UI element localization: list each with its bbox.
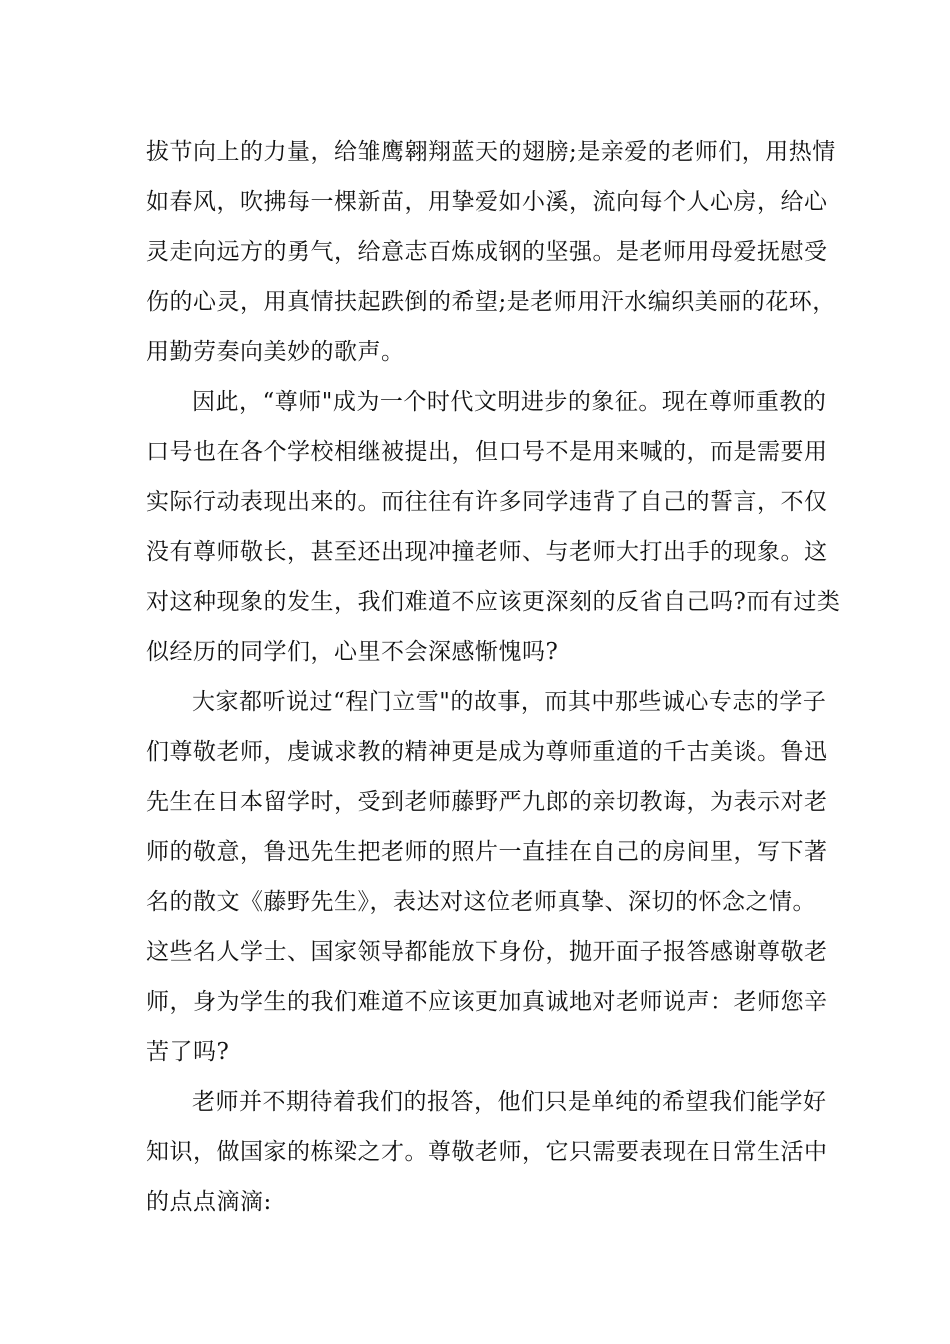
text-line: 拔节向上的力量，给雏鹰翱翔蓝天的翅膀;是亲爱的老师们，用热情 xyxy=(146,139,836,165)
text-line: 老师并不期待着我们的报答，他们只是单纯的希望我们能学好 xyxy=(192,1089,827,1115)
text-line: 知识，做国家的栋梁之才。尊敬老师，它只需要表现在日常生活中 xyxy=(146,1139,828,1165)
text-line: 名的散文《藤野先生》，表达对这位老师真挚、深切的怀念之情。 xyxy=(146,889,816,915)
text-line: 实际行动表现出来的。而往往有许多同学违背了自己的誓言，不仅 xyxy=(146,489,828,515)
text-line: 先生在日本留学时，受到老师藤野严九郎的亲切教诲，为表示对老 xyxy=(146,789,828,815)
text-line: 口号也在各个学校相继被提出，但口号不是用来喊的，而是需要用 xyxy=(146,439,828,465)
text-line: 对这种现象的发生，我们难道不应该更深刻的反省自己吗?而有过类 xyxy=(146,589,841,615)
text-line: 没有尊师敬长，甚至还出现冲撞老师、与老师大打出手的现象。这 xyxy=(146,539,828,565)
text-line: 师，身为学生的我们难道不应该更加真诚地对老师说声：老师您辛 xyxy=(146,989,828,1015)
text-line: 灵走向远方的勇气，给意志百炼成钢的坚强。是老师用母爱抚慰受 xyxy=(146,239,828,265)
text-line: 大家都听说过“程门立雪"的故事，而其中那些诚心专志的学子 xyxy=(192,689,827,715)
text-line: 的点点滴滴: xyxy=(146,1189,272,1215)
text-line: 伤的心灵，用真情扶起跌倒的希望;是老师用汗水编织美丽的花环， xyxy=(146,289,836,315)
text-line: 似经历的同学们，心里不会深感惭愧吗? xyxy=(146,639,559,665)
text-line: 苦了吗? xyxy=(146,1039,230,1065)
text-line: 因此，“尊师"成为一个时代文明进步的象征。现在尊师重教的 xyxy=(192,389,827,415)
text-line: 用勤劳奏向美妙的歌声。 xyxy=(146,339,405,365)
text-line: 这些名人学士、国家领导都能放下身份，抛开面子报答感谢尊敬老 xyxy=(146,939,828,965)
text-line: 如春风，吹拂每一棵新苗，用挚爱如小溪，流向每个人心房，给心 xyxy=(146,189,828,215)
text-line: 师的敬意，鲁迅先生把老师的照片一直挂在自己的房间里，写下著 xyxy=(146,839,828,865)
text-line: 们尊敬老师，虔诚求教的精神更是成为尊师重道的千古美谈。鲁迅 xyxy=(146,739,828,765)
